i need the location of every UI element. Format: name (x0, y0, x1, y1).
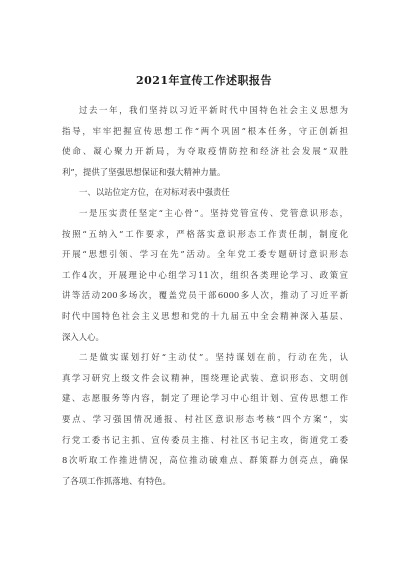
text-line: 讲等活动200多场次，覆盖党员干部6000多人次，推动了习近平新 (62, 290, 348, 301)
text-line: 深入人心。 (62, 331, 104, 342)
paragraph-responsibility (62, 203, 348, 347)
text-line: 开展“思想引领、学习在先”活动。全年党工委专题研讨意识形态 (62, 249, 348, 260)
text-line: 使命、凝心聚力开新局，为夺取疫情防控和经济社会发展“双胜 (62, 146, 348, 157)
paragraph-intro (62, 100, 348, 182)
page-title: 2021年宣传工作述职报告 (135, 74, 273, 87)
text-line: 指导，牢牢把握宣传思想工作“两个巩固”根本任务，守正创新担 (62, 125, 348, 136)
text-line: 建、志愿服务等内容，制定了理论学习中心组计划、宣传思想工作 (62, 393, 348, 404)
text-line: 要点、学习强国情况通报、村社区意识形态考核“四个方案”，实 (62, 413, 348, 424)
paragraph-planning (62, 347, 348, 491)
text-line: 二是做实谋划打好“主动仗”。坚持谋划在前，行动在先，认 (79, 352, 348, 363)
text-line: 工作4次，开展理论中心组学习11次，组织各类理论学习、政策宣 (62, 269, 348, 280)
text-line: 行党工委书记主抓、宣传委员主推、村社区书记主攻，街道党工委 (62, 434, 348, 445)
text-line: 一是压实责任坚定“主心骨”。坚持党管宣传、党管意识形态， (79, 207, 348, 218)
text-line: 按照“五纳入”工作要求，严格落实意识形态工作责任制，制度化 (62, 228, 348, 239)
text-line: 过去一年，我们坚持以习近平新时代中国特色社会主义思想为 (79, 105, 348, 115)
document-body (62, 100, 348, 491)
text-line: 8次听取工作推进情况，高位推动破难点、群策群力创亮点，确保 (62, 455, 348, 466)
text-line: 真学习研究上级文件会议精神，围绕理论武装、意识形态、文明创 (62, 372, 348, 383)
text-line: 利”，提供了坚强思想保证和强大精神力量。 (62, 166, 226, 177)
heading-text: 一、以站位定方位，在对标对表中强责任 (79, 187, 230, 198)
section-heading (62, 182, 348, 203)
text-line: 了各项工作抓落地、有特色。 (62, 475, 171, 486)
text-line: 时代中国特色社会主义思想和党的十九届五中全会精神深入基层、 (62, 310, 348, 321)
